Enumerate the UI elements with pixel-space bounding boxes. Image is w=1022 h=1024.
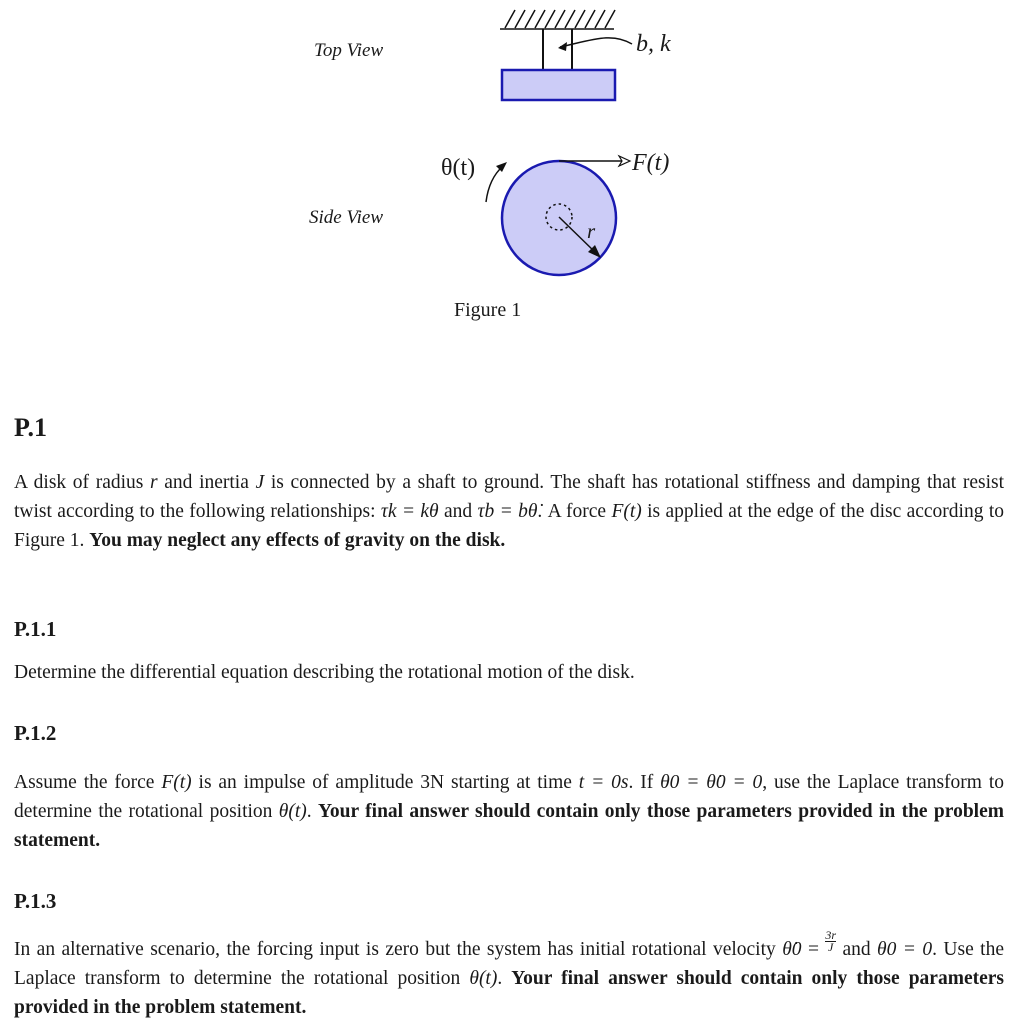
p1-1-text: Determine the differential equation describing the rotational motion of the disk.	[14, 662, 635, 683]
ground-hatching	[500, 10, 615, 29]
section-heading-p1-1: P.1.1	[14, 617, 57, 641]
section-heading-p1-3: P.1.3	[14, 889, 57, 913]
figure-caption: Figure 1	[454, 299, 522, 321]
fraction-3r-over-J: $\frac{3r}{J}$	[825, 928, 837, 954]
bk-leader-arrow	[560, 38, 632, 47]
force-label: F(t)	[632, 150, 670, 176]
theta-arrow	[486, 166, 503, 202]
section-heading-p1: P.1	[14, 413, 47, 442]
figure-drawing	[0, 0, 1022, 340]
bk-arrowhead	[558, 42, 567, 51]
damping-stiffness-label: b, k	[636, 31, 671, 57]
p1-3-text: In an alternative scenario, the forcing input is zero but the system has initial rotational velocity θ̇0 = $\frac{3r}{J}$ and θ0 = 0. Use the Laplace transform to determine the rotational position θ(t). Your final answer should contain only those parameters provided in the problem statement.	[14, 928, 1004, 1018]
theta-label: θ(t)	[441, 155, 476, 181]
shaft	[543, 29, 572, 70]
top-view-label: Top View	[314, 40, 384, 61]
section-heading-p1-2: P.1.2	[14, 721, 57, 745]
figure-1	[0, 0, 1022, 340]
side-view-label: Side View	[309, 207, 384, 228]
problem-statement: A disk of radius r and inertia J is connected by a shaft to ground. The shaft has rotational stiffness and damping that resist twist according to the following relationships: τk = kθ and τb = bθ̇. A force F(t) is applied at the edge of the disc according to Figure 1. You may neglect any effects of gravity on the disk.	[14, 472, 1004, 551]
p1-2-text: Assume the force F(t) is an impulse of amplitude 3N starting at time t = 0s. If θ0 = θ̇0 = 0, use the Laplace transform to determine the rotational position θ(t). Your final answer should contain only those parameters provided in the problem statement.	[14, 772, 1005, 851]
radius-label: r	[587, 219, 596, 243]
top-view-disk	[502, 70, 615, 100]
